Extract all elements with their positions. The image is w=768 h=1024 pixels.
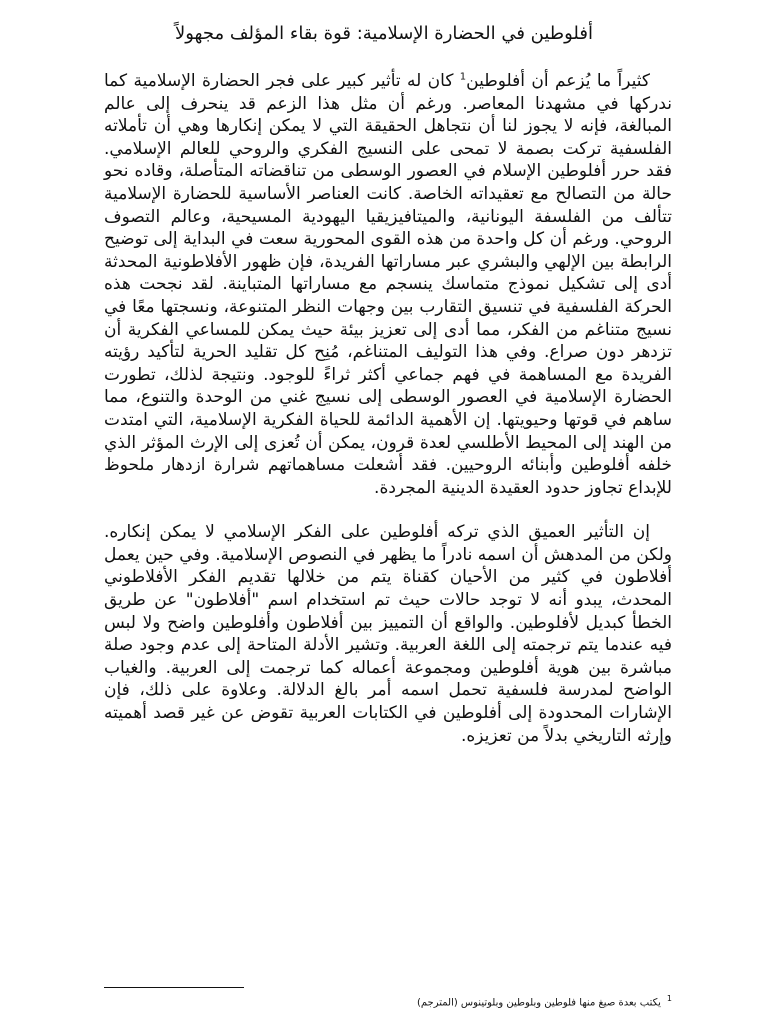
page-title: أفلوطين في الحضارة الإسلامية: قوة بقاء المؤلف مجهولاً	[174, 23, 593, 44]
footnote-text: يكتب بعدة صيغ منها فلوطين وبلوطين وبلوتينوس (المترجم)	[416, 997, 661, 1009]
footnote-number: 1	[666, 994, 672, 1003]
paragraph-1	[104, 70, 672, 499]
paragraph-1-body: كان له تأثير كبير على فجر الحضارة الإسلامية كما ندركها في مشهدنا المعاصر. ورغم أن مثل هذا الزعم قد ينحرف إلى عالم المبالغة، فإنه لا يجوز لنا أن نتجاهل الحقيقة التي لا يمكن إنكارها وهي أن تأملاته الفلسفية تركت بصمة لا تمحى على النسيج الفكري والروحي للعالم الإسلامي. فقد حرر أفلوطين الإسلام في العصور الوسطى من تناقضاته المتأصلة، وقاده نحو حالة من التصالح مع تعقيداته الخاصة. كانت العناصر الأساسية للحضارة الإسلامية تتألف من الفلسفة اليونانية، والميتافيزيقيا اليهودية المسيحية، وعالم التصوف الروحي. ورغم أن كل واحدة من هذه القوى المحورية سعت في البداية إلى توضيح الرابطة بين الإلهي والبشري عبر مساراتها الفريدة، فإن ظهور الأفلاطونية المحدثة أدى إلى تشكيل نموذج متماسك ينسجم مع مساراتها المتباينة. لقد نجحت هذه الحركة الفلسفية في تنسيق التقارب بين وجهات النظر المتنوعة، ونسجتها معًا في نسيج متناغم من الفكر، مما أدى إلى تعزيز بيئة حيث يمكن للمساعي الفكرية أن تزدهر دون صراع. وفي هذا التوليف المتناغم، مُنِح كل تقليد الحرية لتأكيد رؤيته الفريدة مع المساهمة في فهم جماعي أكثر ثراءً للوجود. ونتيجة لذلك، تطورت الحضارة الإسلامية في العصور الوسطى إلى نسيج غني من الوحدة والتنوع، مما ساهم في قوتها وحيويتها. إن الأهمية الدائمة للحياة الفكرية الإسلامية، التي امتدت من الهند إلى المحيط الأطلسي لعدة قرون، يمكن أن تُعزى إلى الإرث المؤثر الذي خلفه أفلوطين وأبنائه الروحيين. فقد أشعلت مساهماتهم شرارة ازدهار ملحوظ للإبداع تجاوز حدود العقيدة الدينية المجردة.	[104, 71, 672, 498]
footnote-divider	[104, 987, 244, 988]
paragraph-1-opening: كثيراً ما يُزعم أن أفلوطين	[466, 71, 650, 91]
paragraph-2: إن التأثير العميق الذي تركه أفلوطين على الفكر الإسلامي لا يمكن إنكاره. ولكن من المدهش أن اسمه نادراً ما يظهر في النصوص الإسلامية. وفي حين يعمل أفلاطون في كثير من الأحيان كقناة يتم من خلالها تقديم الفكر الأفلاطوني المحدث، يبدو أنه لا توجد حالات حيث تم استخدام اسم "أفلاطون" عن طريق الخطأ كبديل لأفلوطين. والواقع أن التمييز بين أفلاطون وأفلوطين واضح ولا لبس فيه عندما يتم ترجمته إلى اللغة العربية. وتشير الأدلة المتاحة إلى عدم وجود صلة مباشرة بين هوية أفلوطين ومجموعة أعماله كما ترجمت إلى العربية. والغياب الواضح لمدرسة فلسفية تحمل اسمه أمر بالغ الدلالة. وعلاوة على ذلك، فإن الإشارات المحدودة إلى أفلوطين في الكتابات العربية تقوض عن غير قصد أهميته وإرثه التاريخي بدلاً من تعزيزه.	[104, 522, 672, 746]
footnote-reference[interactable]: 1	[459, 71, 467, 83]
footnote	[112, 992, 672, 1010]
article-body	[104, 70, 672, 747]
